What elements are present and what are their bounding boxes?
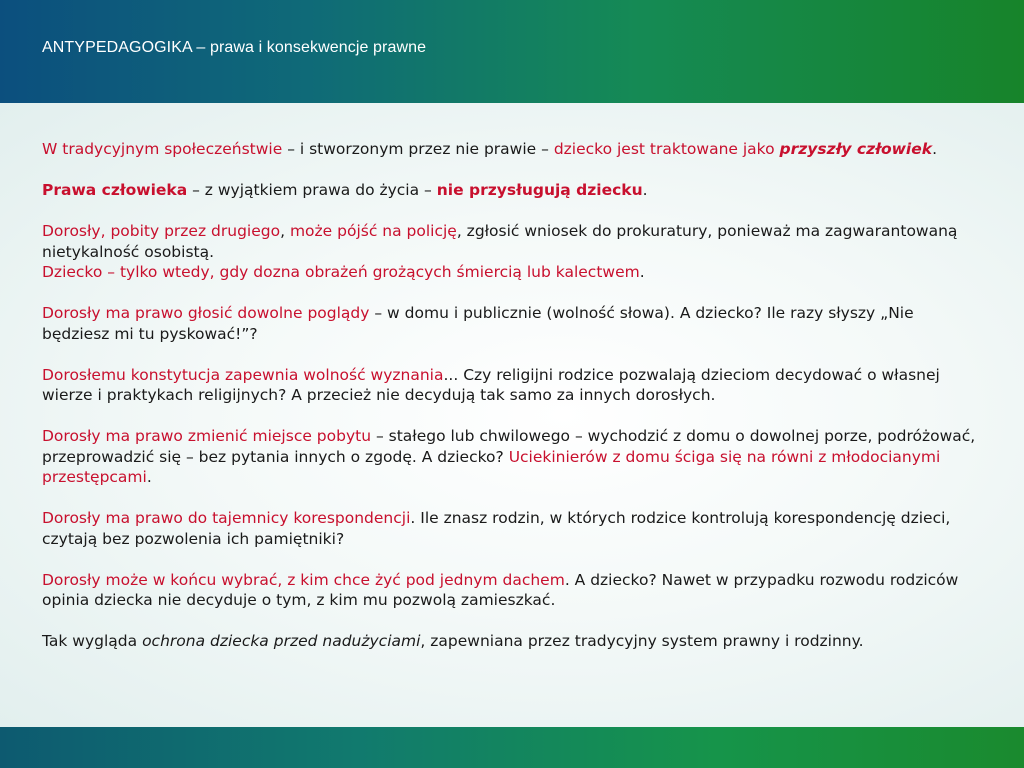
- p4-red-a: Dorosły ma prawo głosić dowolne poglądy: [42, 304, 370, 322]
- p4-text-b: – w domu i publicznie (wolność słowa). A dziecko? Ile razy słyszy „Nie będziesz mi tu pyskować!”?: [42, 304, 914, 343]
- paragraph-3: [42, 221, 982, 262]
- p3-text-d: , zgłosić wniosek do prokuratury, ponieważ ma zagwarantowaną nietykalność osobistą.: [42, 222, 958, 261]
- p3-red-c: może pójść na policję: [289, 222, 457, 240]
- p9-text-a: Tak wygląda: [42, 632, 143, 650]
- p6-red-c: Uciekinierów z domu ściga się na równi z młodocianymi przestępcami: [42, 447, 941, 486]
- p7-red-a: Dorosły ma prawo do tajemnicy korespondencji: [42, 509, 411, 527]
- paragraph-5: [42, 365, 982, 406]
- slide-text: [42, 139, 982, 672]
- paragraph-9: [42, 631, 982, 652]
- p1-end: .: [932, 140, 937, 158]
- paragraph-3b: [42, 262, 982, 283]
- p2-end: .: [642, 181, 648, 199]
- p8-red-a: Dorosły może w końcu wybrać, z kim chce żyć pod jednym dachem: [42, 570, 565, 589]
- paragraph-4: [42, 303, 982, 344]
- paragraph-1: [42, 139, 982, 160]
- p2-red-a: Prawa człowieka: [42, 181, 188, 199]
- p3b-end: .: [639, 263, 645, 281]
- p1-text-b: – i stworzonym przez nie prawie –: [282, 140, 554, 158]
- p2-text-b: – z wyjątkiem prawa do życia –: [187, 181, 437, 199]
- paragraph-7: [42, 508, 982, 549]
- slide-footer: [0, 727, 1024, 768]
- p6-text-b: – stałego lub chwilowego – wychodzić z domu o dowolnej porze, podróżować, przeprowadzić się – bez pytania innych o zgodę. A dziecko?: [42, 427, 976, 466]
- slide-body: [0, 103, 1024, 727]
- p3-red-a: Dorosły, pobity przez drugiego: [42, 222, 281, 240]
- p5-red-a: Dorosłemu konstytucja zapewnia wolność wyznania: [42, 365, 444, 384]
- slide-title: ANTYPEDAGOGIKA – prawa i konsekwencje prawne: [42, 39, 427, 56]
- p8-text-b: . A dziecko? Nawet w przypadku rozwodu rodziców opinia dziecka nie decyduje o tym, z kim mu pozwolą zamieszkać.: [42, 570, 959, 609]
- p3b-red-a: Dziecko – tylko wtedy, gdy dozna obrażeń grożących śmiercią lub kalectwem: [42, 263, 640, 281]
- p9-text-c: , zapewniana przez tradycyjny system prawny i rodzinny.: [420, 632, 864, 650]
- paragraph-6: [42, 426, 982, 488]
- p2-red-c: nie przysługują dziecku: [436, 181, 643, 199]
- p7-text-b: . Ile znasz rodzin, w których rodzice kontrolują korespondencję dzieci, czytają bez pozwolenia ich pamiętniki?: [42, 509, 951, 548]
- p1-red-c: dziecko jest traktowane jako: [553, 140, 780, 158]
- p6-red-a: Dorosły ma prawo zmienić miejsce pobytu: [42, 427, 372, 445]
- p6-end: .: [146, 468, 152, 486]
- paragraph-2: [42, 180, 982, 201]
- p1-red-a: W tradycyjnym społeczeństwie: [42, 140, 283, 158]
- paragraph-8: [42, 570, 982, 611]
- p9-italic: ochrona dziecka przed nadużyciami: [142, 632, 421, 650]
- p3-text-b: ,: [280, 222, 290, 240]
- p5-text-b: ... Czy religijni rodzice pozwalają dzieciom decydować o własnej wierze i praktykach religijnych? A przecież nie decydują tak samo za innych dorosłych.: [42, 365, 940, 404]
- slide-header: [0, 0, 1024, 103]
- p1-emphasis: przyszły człowiek: [779, 140, 933, 158]
